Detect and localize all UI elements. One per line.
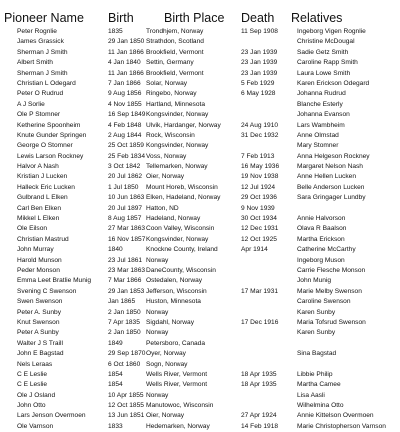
cell-birth: 10 Jun 1863 [108, 194, 145, 202]
table-row [0, 411, 400, 421]
cell-name: Peter A Sunby [17, 329, 59, 337]
cell-birth: 7 Jan 1866 [108, 79, 141, 87]
cell-death: 29 Oct 1936 [241, 194, 277, 202]
cell-name: Christian Mastrud [17, 235, 69, 243]
table-row [0, 318, 400, 328]
cell-death: 14 Feb 1918 [241, 422, 279, 430]
cell-birth: 16 Nov 1857 [108, 235, 146, 243]
cell-place: Sigdahl, Norway [146, 318, 195, 326]
cell-rel: Margaret Nelson Nash [297, 163, 363, 171]
cell-birth: 2 Aug 1844 [108, 131, 142, 139]
cell-rel: Ingeborg Vigen Rognlie [297, 28, 366, 35]
table-row [0, 349, 400, 359]
cell-name: Ole J Osland [17, 391, 56, 399]
cell-place: Elken, Hadeland, Norway [146, 194, 221, 202]
cell-name: Emma Leet Bratlie Munig [17, 277, 92, 285]
cell-place: Oier, Norway [146, 412, 185, 420]
table-row [0, 69, 400, 79]
cell-birth: 1 Jul 1850 [108, 183, 139, 191]
table-row [0, 79, 400, 89]
cell-birth: 2 Jan 1850 [108, 329, 141, 337]
cell-place: Strathdon, Scotland [146, 38, 204, 46]
table-row [0, 100, 400, 110]
cell-birth: 2 Jan 1850 [108, 308, 141, 316]
cell-death: 7 Feb 1913 [241, 152, 275, 160]
column-header-birth: Birth [108, 11, 134, 25]
cell-place: Ostedalen, Norway [146, 277, 203, 285]
cell-rel: Sara Gringager Lundby [297, 194, 366, 202]
table-row [0, 48, 400, 58]
cell-rel: Caroline Rapp Smith [297, 59, 358, 67]
cell-rel: Blanche Esterly [297, 100, 343, 108]
table-row [0, 339, 400, 349]
cell-death: Apr 1914 [241, 246, 268, 254]
cell-place: Norway [146, 308, 169, 316]
cell-rel: Carrie Flesche Monson [297, 266, 366, 274]
cell-place: Huston, Minnesota [146, 298, 201, 306]
cell-death: 12 Jul 1924 [241, 183, 276, 191]
cell-rel: Anna Helgeson Rockney [297, 152, 370, 160]
cell-place: Solar, Norway [146, 79, 188, 87]
cell-birth: 20 Jul 1897 [108, 204, 143, 212]
cell-rel: Johanna Evanson [297, 111, 350, 119]
cell-death: 27 Apr 1924 [241, 412, 277, 420]
cell-name: Halvor A Nash [17, 163, 59, 171]
cell-rel: Caroline Swenson [297, 298, 351, 306]
cell-death: 23 Jan 1939 [241, 48, 278, 56]
cell-birth: 8 Aug 1857 [108, 215, 142, 223]
cell-place: Sogn, Norway [146, 360, 188, 368]
cell-name: C E Leslie [17, 370, 48, 378]
cell-name: Sherman J Smith [17, 69, 68, 77]
cell-birth: 9 Aug 1856 [108, 90, 142, 98]
cell-place: Kongsvinder, Norway [146, 235, 209, 243]
cell-birth: 11 Jan 1866 [108, 48, 144, 56]
table-row [0, 89, 400, 99]
cell-birth: 7 Apr 1835 [108, 318, 140, 326]
cell-birth: 13 Jun 1851 [108, 412, 145, 420]
cell-birth: 23 Jul 1861 [108, 256, 143, 264]
cell-place: Hartland, Minnesota [146, 100, 206, 108]
cell-place: Coon Valley, Wisconsin [146, 225, 215, 233]
cell-birth: 16 Sep 1849 [108, 111, 146, 119]
table-row [0, 121, 400, 131]
cell-death: 9 Nov 1939 [241, 204, 275, 212]
table-row [0, 193, 400, 203]
cell-place: Settin, Germany [146, 59, 194, 67]
table-row [0, 287, 400, 297]
cell-name: Sherman J Smith [17, 48, 68, 56]
table-row [0, 422, 400, 432]
cell-place: Knockne County, Ireland [146, 246, 218, 254]
table-row [0, 401, 400, 411]
cell-rel: Marie Melby Swenson [297, 287, 362, 295]
cell-place: Jefferson, Wisconsin [146, 287, 207, 295]
cell-rel: Maria Tofsrud Swenson [297, 318, 366, 326]
cell-place: Oyer, Norway [146, 350, 186, 358]
cell-rel: Karen Sunby [297, 329, 336, 337]
cell-name: Kristian J Lucken [17, 173, 68, 181]
cell-death: 23 Jan 1939 [241, 59, 278, 67]
cell-death: 12 Dec 1931 [241, 225, 279, 233]
cell-name: Peter Rognlie [17, 28, 57, 35]
pioneer-table-body [0, 27, 400, 432]
cell-death: 24 Aug 1910 [241, 121, 279, 129]
cell-name: Swen Swenson [17, 298, 63, 306]
cell-name: Knute Gunder Springen [17, 131, 87, 139]
cell-death: 17 Mar 1931 [241, 287, 279, 295]
cell-place: DaneCounty, Wisconsin [146, 266, 216, 274]
cell-death: 30 Oct 1934 [241, 215, 277, 223]
cell-birth: 7 Mar 1866 [108, 277, 142, 285]
cell-birth: 23 Mar 1863 [108, 266, 146, 274]
table-row [0, 308, 400, 318]
cell-name: James Grassick [17, 38, 64, 46]
cell-birth: 6 Oct 1860 [108, 360, 141, 368]
cell-name: Ketherine Spoonheim [17, 121, 81, 129]
cell-name: Harold Munson [17, 256, 62, 264]
cell-name: Gulbrand L Elken [17, 194, 68, 202]
table-row [0, 172, 400, 182]
cell-rel: Marie Christopherson Varnson [297, 422, 386, 430]
cell-name: Christian L Odegard [17, 79, 76, 87]
cell-rel: Olava R Baalson [297, 225, 347, 233]
cell-rel: Martha Erickson [297, 235, 345, 243]
cell-birth: 1854 [108, 370, 123, 378]
cell-death: 16 May 1936 [241, 163, 280, 171]
cell-name: John Otto [17, 402, 46, 410]
table-row [0, 204, 400, 214]
cell-name: Knut Swenson [17, 318, 60, 326]
cell-death: 17 Dec 1916 [241, 318, 279, 326]
cell-name: Mikkel L Elken [17, 215, 60, 223]
cell-rel: Sadie Getz Smith [297, 48, 349, 56]
cell-birth: 10 Apr 1855 [108, 391, 144, 399]
cell-death: 6 May 1928 [241, 90, 276, 98]
cell-birth: 4 Jan 1840 [108, 59, 141, 67]
table-row [0, 27, 400, 37]
table-row [0, 224, 400, 234]
cell-birth: 12 Oct 1855 [108, 402, 144, 410]
cell-place: Ringebo, Norway [146, 90, 197, 98]
cell-rel: Lisa Aasli [297, 391, 325, 399]
cell-death: 11 Sep 1908 [241, 28, 278, 35]
cell-rel: John Munig [297, 277, 332, 285]
cell-place: Oier, Norway [146, 173, 185, 181]
cell-rel: Catherine McCarthy [297, 246, 356, 254]
table-row [0, 276, 400, 286]
cell-birth: 4 Feb 1848 [108, 121, 142, 129]
cell-rel: Johanna Rudrud [297, 90, 346, 98]
cell-place: Petersboro, Canada [146, 339, 206, 347]
cell-name: Walter J S Traill [17, 339, 63, 347]
table-row [0, 256, 400, 266]
cell-name: C E Leslie [17, 381, 48, 389]
cell-place: Manutowoc, Wisconsin [146, 402, 214, 410]
cell-birth: 20 Jul 1862 [108, 173, 143, 181]
cell-name: Ole P Stomner [17, 111, 61, 119]
cell-name: Carl Ben Elken [17, 204, 61, 212]
cell-name: John Murray [17, 246, 54, 254]
cell-name: Lars Jenson Overmoen [17, 412, 86, 420]
cell-place: Kongsvinder, Norway [146, 111, 209, 119]
cell-place: Hatton, ND [146, 204, 179, 212]
cell-place: Norway [146, 329, 169, 337]
cell-place: Mount Horeb, Wisconsin [146, 183, 218, 191]
cell-rel: Annie Kittelson Overmoen [297, 412, 374, 420]
table-row [0, 297, 400, 307]
cell-rel: Mary Stomner [297, 142, 339, 150]
table-row [0, 360, 400, 370]
table-row [0, 328, 400, 338]
table-row [0, 58, 400, 68]
cell-place: Rock, Wisconsin [146, 131, 195, 139]
cell-birth: 25 Feb 1834 [108, 152, 146, 160]
cell-name: Albert Smith [17, 59, 53, 67]
cell-rel: Sina Bagstad [297, 350, 337, 358]
column-header-pioneer-name: Pioneer Name [4, 11, 84, 25]
cell-death: 18 Apr 1935 [241, 370, 277, 378]
cell-birth: 1833 [108, 422, 123, 430]
cell-name: Peter A. Sunby [17, 308, 61, 316]
cell-death: 12 Oct 1925 [241, 235, 277, 243]
cell-rel: Laura Lowe Smith [297, 69, 351, 77]
cell-birth: 25 Oct 1859 [108, 142, 144, 150]
column-header-birth-place: Birth Place [164, 11, 225, 25]
cell-name: George O Stomner [17, 142, 73, 150]
cell-rel: Anne Olmstad [297, 131, 339, 139]
table-row [0, 266, 400, 276]
cell-place: Hadeland, Norway [146, 215, 201, 223]
cell-rel: Karen Sunby [297, 308, 336, 316]
cell-place: Tellemarken, Norway [146, 163, 208, 171]
cell-birth: 1835 [108, 28, 123, 35]
cell-rel: Libbie Philip [297, 370, 333, 378]
cell-birth: 29 Jan 1853 [108, 287, 145, 295]
cell-place: Hedemarken, Norway [146, 422, 210, 430]
table-row [0, 183, 400, 193]
cell-birth: 27 Mar 1863 [108, 225, 146, 233]
cell-name: A J Sorlie [17, 100, 45, 108]
cell-death: 19 Nov 1938 [241, 173, 279, 181]
cell-name: Peder Monson [17, 266, 60, 274]
cell-place: Brookfield, Vermont [146, 48, 204, 56]
cell-place: Norway [146, 256, 169, 264]
cell-rel: Karen Erickson Odegard [297, 79, 370, 87]
cell-place: Ulvik, Hardanger, Norway [146, 121, 221, 129]
cell-rel: Wilhelmina Otto [297, 402, 344, 410]
table-row [0, 380, 400, 390]
table-row [0, 370, 400, 380]
table-row [0, 152, 400, 162]
cell-birth: 29 Jan 1850 [108, 38, 145, 46]
cell-rel: Christine McDougal [297, 38, 355, 46]
cell-name: Peter O Rudrud [17, 90, 64, 98]
cell-name: John E Bagstad [17, 350, 64, 358]
cell-place: Wells River, Vermont [146, 370, 208, 378]
cell-death: 18 Apr 1935 [241, 381, 277, 389]
cell-birth: Jan 1865 [108, 298, 136, 306]
cell-rel: Annie Halvorson [297, 215, 346, 223]
cell-name: Ole Varnson [17, 422, 54, 430]
cell-birth: 1840 [108, 246, 123, 254]
cell-birth: 3 Oct 1842 [108, 163, 141, 171]
cell-birth: 4 Nov 1855 [108, 100, 142, 108]
cell-place: Voss, Norway [146, 152, 187, 160]
table-row [0, 141, 400, 151]
cell-rel: Martha Camee [297, 381, 341, 389]
cell-rel: Lars Wambheim [297, 121, 345, 129]
cell-birth: 1849 [108, 339, 123, 347]
cell-place: Kongsvinder, Norway [146, 142, 209, 150]
cell-death: 5 Feb 1929 [241, 79, 275, 87]
cell-birth: 29 Sep 1870 [108, 350, 146, 358]
cell-name: Halleck Eric Lucken [17, 183, 75, 191]
cell-rel: Ingeborg Muson [297, 256, 345, 264]
table-row [0, 37, 400, 47]
cell-death: 23 Jan 1939 [241, 69, 278, 77]
table-row [0, 214, 400, 224]
table-row [0, 245, 400, 255]
table-row [0, 131, 400, 141]
table-row [0, 162, 400, 172]
cell-birth: 1854 [108, 381, 123, 389]
cell-rel: Anne Hellen Lucken [297, 173, 357, 181]
cell-place: Brookfield, Vermont [146, 69, 204, 77]
cell-place: Wells River, Vermont [146, 381, 208, 389]
cell-death: 31 Dec 1932 [241, 131, 279, 139]
cell-place: Norway [146, 391, 169, 399]
table-row [0, 110, 400, 120]
cell-name: Lewis Larson Rockney [17, 152, 84, 160]
cell-place: Trondhjem, Norway [146, 28, 204, 35]
cell-rel: Belle Anderson Lucken [297, 183, 365, 191]
cell-name: Nels Leraas [17, 360, 53, 368]
cell-name: Ole Eilson [17, 225, 48, 233]
table-row [0, 235, 400, 245]
cell-birth: 11 Jan 1866 [108, 69, 144, 77]
column-header-relatives: Relatives [291, 11, 343, 25]
column-header-death: Death [241, 11, 275, 25]
cell-name: Svening C Swenson [17, 287, 77, 295]
